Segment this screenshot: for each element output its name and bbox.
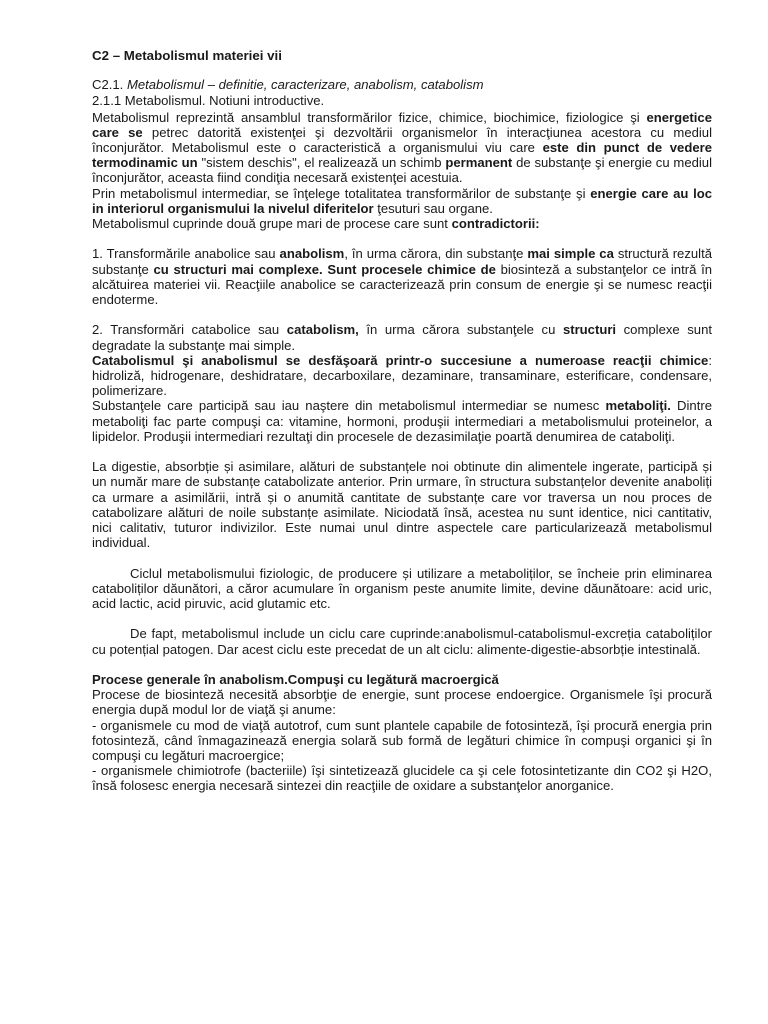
subsection-heading: 2.1.1 Metabolismul. Notiuni introductive. [92, 93, 325, 109]
paragraph-reactions [92, 353, 712, 399]
paragraph-intermediate-metabolism [92, 186, 712, 216]
text-run: - organismele chimiotrofe (bacteriile) îşi sintetizează glucidele ca şi cele [92, 763, 521, 779]
paragraph-biosynthesis [92, 687, 712, 717]
spacer [92, 307, 712, 322]
text-run: devine dăunătoare: acid uric, acid lactic, acid piruvic, acid glutamic etc. [92, 580, 712, 612]
text-run: La digestie, absorbție și asimilare, alături de substanțele [92, 459, 432, 475]
text-run: Organismele îşi procură energia după modul lor de viaţă şi anume: [92, 687, 712, 718]
text-run: din CO2 şi H2O, însă folosesc energia necesară sintezei din reacţiile de oxidare a substanţelor anorganice. [92, 763, 712, 794]
paragraph-digestion [92, 459, 712, 550]
spacer [92, 611, 712, 626]
spacer [92, 550, 712, 565]
text-run: Procese de biosinteză necesită absorbţie de energie, sunt procese [92, 687, 497, 703]
emphasis-run: energie care au loc in interiorul organismului la nivelul diferitelor [92, 185, 712, 216]
text-run: în urma cărora substanţele cu [358, 322, 563, 338]
text-run: organism peste anumite limite, [354, 580, 536, 596]
text-run: fotosintetizante [520, 763, 609, 779]
paragraph-anabolism [92, 246, 712, 307]
section-heading [92, 77, 712, 92]
text-run: Ciclul metabolismului fiziologic, de producere și utilizare a metaboliților, se încheie prin eliminarea cataboliților dăunători, a căror acumulare în [92, 565, 712, 596]
emphasis-run: Catabolismul şi anabolismul se desfăşoară printr-o succesiune a numeroase reacţii chimice [92, 352, 709, 368]
text-run: de substanţe şi energie cu mediul înconjurător, aceasta fiind condiţia necesară existenţei acestuia. [92, 155, 712, 186]
paragraph-chemotrophs [92, 763, 712, 793]
paragraph-autotrophs [92, 718, 712, 764]
text-run: ţesuturi sau organe. [373, 200, 493, 216]
emphasis-run: energetice care se [92, 109, 712, 140]
emphasis-run: Procese generale în anabolism.Compuşi cu legătură macroergică [92, 672, 499, 688]
emphasis-run: metaboliţi. [605, 398, 671, 414]
text-run: Substanţele care participă sau iau naştere din metabolismul intermediar se numesc [92, 398, 606, 414]
text-run: Prin metabolismul intermediar, se înţelege totalitatea transformărilor de substanţe şi [92, 185, 591, 201]
text-run: recedat de un alt ciclu: alimente-digestie [342, 641, 577, 657]
paragraph-metabolites [92, 398, 712, 444]
emphasis-run: structuri [562, 322, 617, 338]
page-title: C2 – Metabolismul materiei vii [92, 48, 282, 63]
text-run: biosinteză a substanţelor ce intră în alcătuirea materiei vii. Reacţiile anabolice se caracterizează prin consum de energie şi se numesc reacţii endoterme. [92, 261, 712, 308]
paragraph-metabolism-definition [92, 110, 712, 186]
emphasis-run: anabolism [279, 246, 345, 262]
text-run: Produşii intermediari rezultaţi din procesele de dezasimilaţie poartă denumirea de cataboliţi. [140, 428, 675, 444]
text-run: 2. Transformări catabolice sau [92, 322, 287, 338]
paragraph-cycle [92, 566, 712, 612]
text-run: Metabolismul reprezintă ansamblul transformărilor fizice, chimice, biochimice, fiziologice şi [92, 109, 647, 125]
section-title: Metabolismul – definitie, caracterizare, anabolism, catabolism [126, 77, 484, 93]
emphasis-run: catabolism, [286, 322, 359, 338]
text-run: substanțelor devenite anaboliți ca urmare a asimilării, intră și o anumită cantitate de substanțe care vor traversa un nou proces de catabolizare alături de noile substanțe asimilate. Niciodată însă, acestea nu sunt identice, nici cantitativ, nici calitativ, [92, 474, 712, 536]
text-run: indivizilor. Este numai unul dintre aspectele care particularizează metabolismul individual. [92, 520, 712, 551]
text-run: "sistem deschis", el realizează un schimb [197, 155, 446, 171]
text-run: ingerate, participă și un număr mare de substanțe catabolizate anterior. Prin urmare, în [92, 459, 712, 490]
emphasis-run: este din punct de vedere termodinamic un [92, 140, 712, 171]
text-run: -absorbție intestinală. [576, 641, 701, 657]
heading-anabolism-processes [92, 672, 712, 687]
text-run: 1. Transformările anabolice sau [92, 246, 280, 262]
paragraph-catabolism [92, 322, 712, 352]
text-run: Metabolismul cuprinde două grupe mari de procese care sunt [92, 216, 452, 232]
emphasis-run: permanent [445, 155, 513, 171]
emphasis-run: cu structuri mai complexe. Sunt procesele chimice de [153, 261, 496, 277]
text-run: endoergice. [496, 687, 565, 703]
text-run: complexe sunt degradate la substanţe mai simple. [92, 322, 712, 353]
text-run: macroergice; [208, 748, 285, 764]
text-run: - organismele cu mod de viaţă autotrof, cum sunt plantele capabile de fotosinteză, îşi procură energia prin fotosinteză, când înmagazinează energia solară sub formă de legături chimice în compuşi organici şi în compuşi cu legături [92, 717, 712, 764]
paragraph-cycle-detail [92, 626, 712, 656]
text-run: : hidroliză, hidrogenare, deshidratare, decarboxilare, dezaminare, transaminare, esterificare, condensare, polimerizare. [92, 352, 712, 399]
emphasis-run: noi obtinute din alimentele [431, 459, 588, 475]
text-run: Dintre metaboliţi fac parte compuşi ca: vitamine, hormoni, produşii intermediari a metabolismului proteinelor, a lipidelor. [92, 398, 712, 444]
text-run: structura [479, 474, 531, 490]
text-run: excreția cataboliților cu potențial patogen. Dar acest ciclu este p [92, 626, 712, 657]
text-run: De fapt, metabolismul include un ciclu care cuprinde:anabolismul-catabolismul- [130, 626, 596, 642]
section-number: C2.1. [92, 77, 124, 93]
emphasis-run: mai simple ca [527, 246, 614, 262]
text-run: tuturor [174, 520, 213, 536]
text-run: petrec datorită existenţei şi dezvoltării organismelor în interacţiunea acestora cu mediul înconjurător. Metabolismul este o caracteristică a organismului viu care [92, 124, 712, 156]
spacer [92, 231, 712, 246]
text-run: , în urma cărora, din substanţe [344, 246, 528, 262]
paragraph-two-groups [92, 216, 712, 231]
spacer [92, 444, 712, 459]
spacer [92, 657, 712, 672]
text-run: structură rezultă substanţe [92, 246, 712, 277]
emphasis-run: contradictorii: [451, 216, 540, 232]
